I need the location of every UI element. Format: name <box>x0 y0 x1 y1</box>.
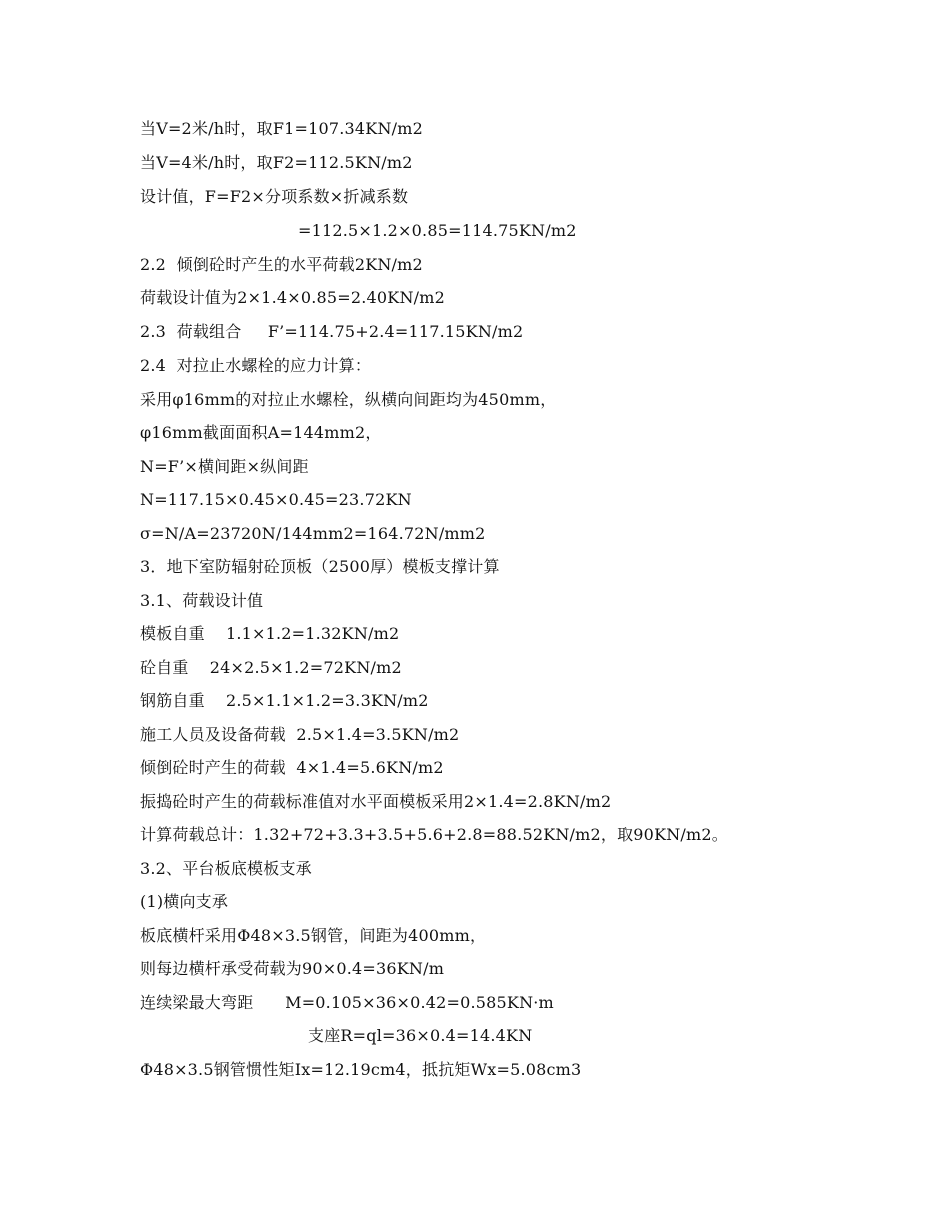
text-line: =112.5×1.2×0.85=114.75KN/m2 <box>298 221 577 240</box>
text-line: 板底横杆采用Φ48×3.5钢管，间距为400mm， <box>140 926 487 945</box>
text-line: 则每边横杆承受荷载为90×0.4=36KN/m <box>140 959 445 978</box>
text-line: φ16mm截面面积A=144mm2， <box>140 423 382 442</box>
text-line: 施工人员及设备荷载 2.5×1.4=3.5KN/m2 <box>140 725 460 744</box>
text-line: 倾倒砼时产生的荷载 4×1.4=5.6KN/m2 <box>140 758 444 777</box>
section-heading: 3.1、荷载设计值 <box>140 591 264 610</box>
section-heading: (1)横向支承 <box>140 892 229 911</box>
text-line: σ=N/A=23720N/144mm2=164.72N/mm2 <box>140 524 486 543</box>
text-line: 荷载设计值为2×1.4×0.85=2.40KN/m2 <box>140 288 445 307</box>
text-line: Φ48×3.5钢管惯性矩Ix=12.19cm4，抵抗矩Wx=5.08cm3 <box>140 1060 582 1079</box>
text-line: 模板自重 1.1×1.2=1.32KN/m2 <box>140 624 400 643</box>
text-line: 砼自重 24×2.5×1.2=72KN/m2 <box>140 658 402 677</box>
section-heading: 2.2 倾倒砼时产生的水平荷载2KN/m2 <box>140 255 423 274</box>
text-line: 采用φ16mm的对拉止水螺栓，纵横向间距均为450mm， <box>140 390 557 409</box>
text-line: N=F’×横间距×纵间距 <box>140 457 309 476</box>
text-line: N=117.15×0.45×0.45=23.72KN <box>140 490 412 509</box>
section-heading: 2.3 荷载组合 F’=114.75+2.4=117.15KN/m2 <box>140 322 524 341</box>
text-line: 支座R=ql=36×0.4=14.4KN <box>308 1026 533 1045</box>
text-line: 设计值，F=F2×分项系数×折减系数 <box>140 187 409 206</box>
section-heading: 3．地下室防辐射砼顶板（2500厚）模板支撑计算 <box>140 557 500 576</box>
text-line: 计算荷载总计：1.32+72+3.3+3.5+5.6+2.8=88.52KN/m2，取90KN/m2。 <box>140 825 728 844</box>
text-line: 连续梁最大弯距 M=0.105×36×0.42=0.585KN·m <box>140 993 554 1012</box>
text-line: 当V=4米/h时，取F2=112.5KN/m2 <box>140 153 413 172</box>
text-line: 振捣砼时产生的荷载标准值对水平面模板采用2×1.4=2.8KN/m2 <box>140 792 612 811</box>
text-line: 当V=2米/h时，取F1=107.34KN/m2 <box>140 119 424 138</box>
section-heading: 3.2、平台板底模板支承 <box>140 859 312 878</box>
section-heading: 2.4 对拉止水螺栓的应力计算： <box>140 356 372 375</box>
text-line: 钢筋自重 2.5×1.1×1.2=3.3KN/m2 <box>140 691 429 710</box>
